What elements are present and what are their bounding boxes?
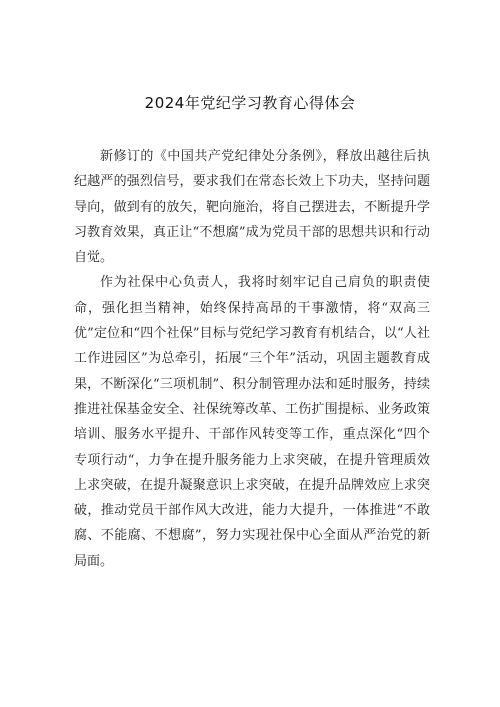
paragraph-2: 作为社保中心负责人，我将时刻牢记自己肩负的职责使命，强化担当精神，始终保持高昂的干事激情，将“双高三优”定位和“四个社保”目标与党纪学习教育有机结合，以“人社工作进园区”为总牵引，拓展“三个年”活动，巩固主题教育成果，不断深化“三项机制”、积分制管理办法和延时服务，持续推进社保基金安全、社保统筹改革、工伤扩围提标、业务政策培训、服务水平提升、干部作风转变等工作，重点深化“四个专项行动“，力争在提升服务能力上求突破，在提升管理质效上求突破，在提升凝聚意识上求突破，在提升品牌效应上求突破，推动党员干部作风大改进，能力大提升，一体推进“不敢腐、不能腐、不想腐”，努力实现社保中心全面从严治党的新局面。 (74, 275, 430, 569)
document-body (74, 144, 430, 574)
page-title: 2024年党纪学习教育心得体会 (144, 94, 356, 112)
paragraph-1: 新修订的《中国共产党纪律处分条例》，释放出越往后执纪越严的强烈信号，要求我们在常态长效上下功夫，坚持问题导向，做到有的放矢，靶向施治，将自己摆进去，不断提升学习教育效果，真正让“不想腐”成为党员干部的思想共识和行动自觉。 (74, 149, 430, 266)
